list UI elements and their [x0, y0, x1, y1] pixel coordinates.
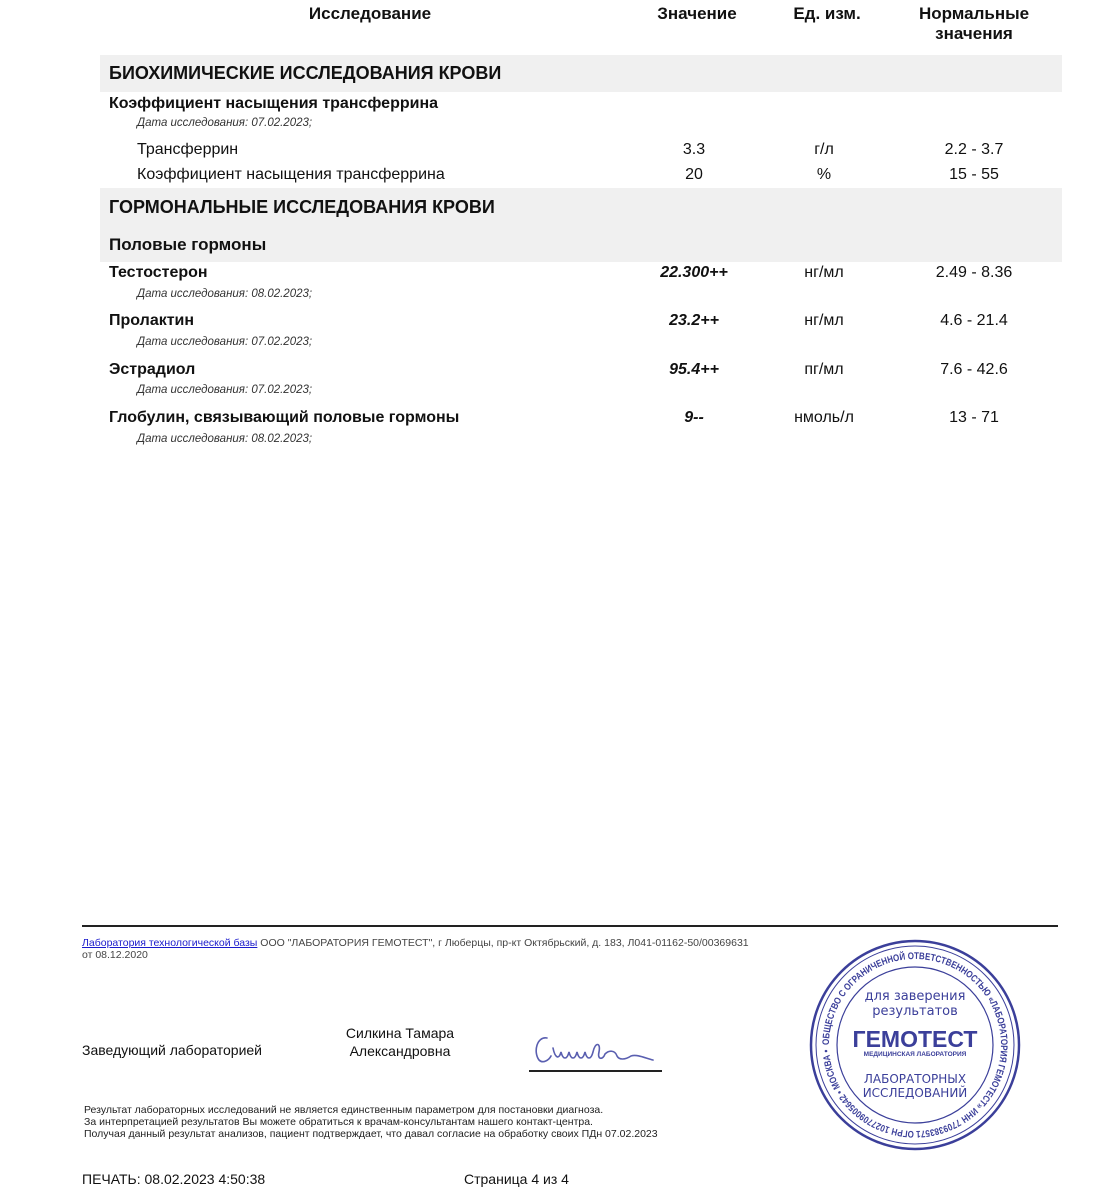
stamp-brand-sub: МЕДИЦИНСКАЯ ЛАБОРАТОРИЯ — [863, 1051, 967, 1058]
disclaimer-line: Результат лабораторных исследований не является единственным параметром для постановки диагноза. — [84, 1104, 604, 1116]
row-value: 3.3 — [682, 141, 706, 158]
column-header-norm-line1: Нормальные — [918, 4, 1030, 23]
stamp-line2: результатов — [872, 1004, 958, 1019]
row-unit: нг/мл — [804, 264, 844, 281]
row-name: Глобулин, связывающий половые гормоны — [109, 409, 460, 426]
signer-name-line2: Александровна — [349, 1043, 451, 1059]
lab-info-text: ООО "ЛАБОРАТОРИЯ ГЕМОТЕСТ", г Люберцы, пр-кт Октябрьский, д. 183, Л041-01162-50/00369631 — [257, 937, 749, 949]
stamp-line1: для заверения — [864, 989, 966, 1004]
row-norm: 4.6 - 21.4 — [940, 312, 1008, 329]
stamp-line4: ИССЛЕДОВАНИЙ — [862, 1086, 968, 1100]
column-header-study: Исследование — [308, 4, 432, 23]
lab-info — [82, 937, 822, 961]
page-number: Страница 4 из 4 — [464, 1171, 569, 1187]
row-value: 9-- — [684, 409, 704, 426]
row-name: Трансферрин — [137, 141, 239, 158]
column-header-value: Значение — [657, 4, 737, 23]
signature-image — [525, 1030, 665, 1075]
row-unit: нмоль/л — [794, 409, 854, 426]
row-value: 22.300++ — [660, 264, 728, 281]
row-name: Эстрадиол — [109, 361, 196, 378]
stamp-ring-text: ОБЩЕСТВО С ОГРАНИЧЕННОЙ ОТВЕТСТВЕННОСТЬЮ «ЛАБОРАТОРИЯ ГЕМОТЕСТ» ИНН 7709383571 ОГРН 1027709005642 • МОСКВА • — [820, 950, 1010, 1140]
section-title-biochem: БИОХИМИЧЕСКИЕ ИССЛЕДОВАНИЯ КРОВИ — [109, 63, 502, 83]
row-norm: 13 - 71 — [949, 409, 999, 426]
row-date: Дата исследования: 08.02.2023; — [137, 288, 313, 300]
row-date: Дата исследования: 07.02.2023; — [137, 336, 313, 348]
signer-name — [330, 1024, 470, 1060]
row-value: 23.2++ — [669, 312, 719, 329]
row-date: Дата исследования: 07.02.2023; — [137, 384, 313, 396]
print-timestamp: ПЕЧАТЬ: 08.02.2023 4:50:38 — [82, 1171, 266, 1187]
row-unit: нг/мл — [804, 312, 844, 329]
footer-divider — [82, 925, 1058, 927]
row-date: Дата исследования: 08.02.2023; — [137, 433, 313, 445]
row-name: Пролактин — [109, 312, 195, 329]
column-header-norm — [894, 4, 1054, 44]
signer-name-line1: Силкина Тамара — [345, 1025, 455, 1041]
row-unit: % — [816, 166, 832, 183]
row-norm: 2.49 - 8.36 — [935, 264, 1013, 281]
row-unit: г/л — [814, 141, 834, 158]
signer-position: Заведующий лабораторией — [82, 1042, 262, 1058]
row-name: Тестостерон — [109, 264, 208, 281]
column-header-norm-line2: значения — [935, 24, 1013, 43]
stamp-line3: ЛАБОРАТОРНЫХ — [863, 1072, 967, 1086]
row-value: 20 — [685, 166, 703, 183]
panel-date: Дата исследования: 07.02.2023; — [137, 117, 313, 129]
disclaimer-line: За интерпретацией результатов Вы можете обратиться к врачам-консультантам нашего контакт-центра. — [84, 1116, 593, 1128]
lab-info-date: от 08.12.2020 — [82, 949, 148, 961]
row-unit: пг/мл — [804, 361, 844, 378]
group-title: Половые гормоны — [109, 235, 267, 254]
row-name: Коэффициент насыщения трансферрина — [137, 166, 445, 183]
section-title-hormones: ГОРМОНАЛЬНЫЕ ИССЛЕДОВАНИЯ КРОВИ — [109, 197, 495, 217]
lab-link[interactable]: Лаборатория технологической базы — [82, 937, 258, 949]
panel-name: Коэффициент насыщения трансферрина — [109, 95, 439, 112]
row-norm: 2.2 - 3.7 — [944, 141, 1004, 158]
row-value: 95.4++ — [669, 361, 719, 378]
row-norm: 7.6 - 42.6 — [940, 361, 1008, 378]
disclaimer-line: Получая данный результат анализов, пациент подтверждает, что давал согласие на обработку своих ПДн 07.02.2023 — [84, 1128, 658, 1140]
lab-stamp — [808, 938, 1022, 1152]
column-header-unit: Ед. изм. — [793, 4, 861, 23]
disclaimer — [84, 1104, 658, 1140]
stamp-brand: ГЕМОТЕСТ — [852, 1026, 978, 1052]
row-norm: 15 - 55 — [949, 166, 999, 183]
